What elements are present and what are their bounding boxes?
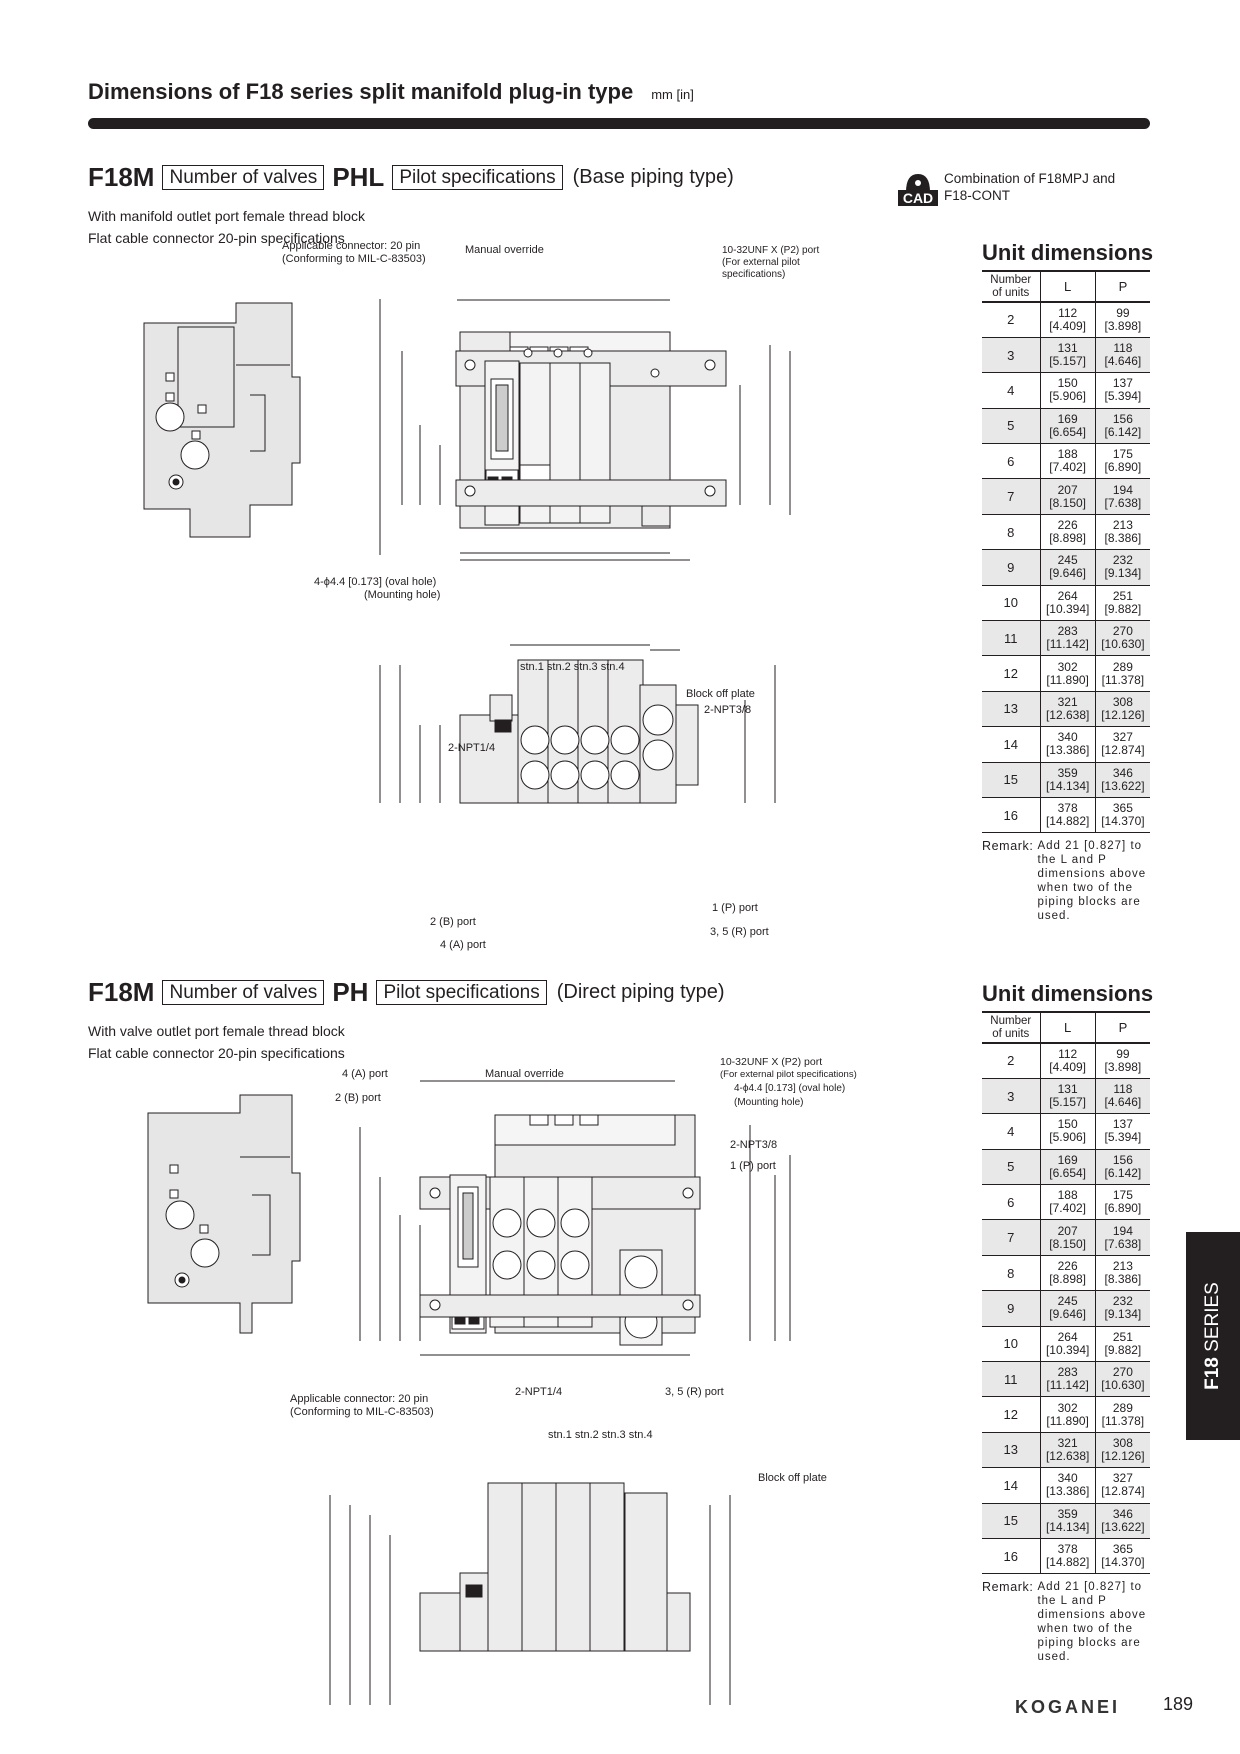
section2-line-1: With valve outlet port female thread block <box>88 1023 345 1039</box>
s1-connector-label: Applicable connector: 20 pin <box>282 240 421 252</box>
table-row <box>982 514 1150 549</box>
cell-units: 5 <box>982 1149 1040 1184</box>
cell-units: 7 <box>982 1220 1040 1255</box>
cell-l: 302 [11.890] <box>1040 656 1095 691</box>
table-row <box>982 1468 1150 1503</box>
section1-type: (Base piping type) <box>572 166 734 188</box>
remark-label: Remark: <box>982 839 1034 854</box>
cell-p: 270 [10.630] <box>1095 1362 1150 1397</box>
cell-p: 194 [7.638] <box>1095 479 1150 514</box>
unit-table-body <box>982 1043 1150 1574</box>
cell-p: 118 [4.646] <box>1095 337 1150 372</box>
table-row <box>982 337 1150 372</box>
series-side-tab <box>1186 1232 1240 1440</box>
table-row <box>982 302 1150 337</box>
cell-p: 137 [5.394] <box>1095 373 1150 408</box>
cad-badge-label: CAD <box>902 190 934 206</box>
cell-p: 346 [13.622] <box>1095 762 1150 797</box>
col-header-l: L <box>1040 271 1095 302</box>
s1-mount-hole-1: 4-ϕ4.4 [0.173] (oval hole) <box>314 576 437 588</box>
cell-l: 321 [12.638] <box>1040 1432 1095 1467</box>
s1-block-off-plate: Block off plate <box>686 688 755 700</box>
table-row <box>982 727 1150 762</box>
remark-text: Add 21 [0.827] to the L and P dimensions above when two of the piping blocks are used. <box>1037 1581 1147 1664</box>
s1-manual-override: Manual override <box>465 244 544 256</box>
cell-p: 156 [6.142] <box>1095 408 1150 443</box>
table-header-row <box>982 271 1150 302</box>
s2-a-port: 4 (A) port <box>342 1068 388 1080</box>
cell-units: 14 <box>982 1468 1040 1503</box>
col-header-p: P <box>1095 271 1150 302</box>
cell-l: 283 [11.142] <box>1040 1362 1095 1397</box>
s2-pilot-port-1: 10-32UNF X (P2) port <box>720 1056 823 1068</box>
section2-type: (Direct piping type) <box>556 981 725 1003</box>
table-row <box>982 1432 1150 1467</box>
cell-l: 359 [14.134] <box>1040 762 1095 797</box>
s1-npt14: 2-NPT1/4 <box>448 742 496 754</box>
table-row <box>982 1185 1150 1220</box>
table-row <box>982 691 1150 726</box>
cell-units: 10 <box>982 1326 1040 1361</box>
table-row <box>982 1362 1150 1397</box>
cell-units: 14 <box>982 727 1040 762</box>
cell-p: 289 [11.378] <box>1095 1397 1150 1432</box>
table-row <box>982 1149 1150 1184</box>
unit-dimensions-title: Unit dimensions <box>982 981 1154 1006</box>
s1-connector-label-2: (Conforming to MIL-C-83503) <box>282 253 426 265</box>
cell-p: 99 [3.898] <box>1095 302 1150 337</box>
cell-units: 6 <box>982 444 1040 479</box>
cell-p: 327 [12.874] <box>1095 727 1150 762</box>
cell-l: 283 [11.142] <box>1040 621 1095 656</box>
s1-npt38: 2-NPT3/8 <box>704 704 752 716</box>
section2-mid-code: PH <box>332 977 369 1007</box>
table-row <box>982 762 1150 797</box>
cell-p: 289 [11.378] <box>1095 656 1150 691</box>
cell-units: 12 <box>982 1397 1040 1432</box>
s2-mount-hole-1: 4-ϕ4.4 [0.173] (oval hole) <box>734 1083 846 1094</box>
s1-stations: stn.1 stn.2 stn.3 stn.4 <box>520 661 625 673</box>
cell-units: 5 <box>982 408 1040 443</box>
cell-l: 169 [6.654] <box>1040 1149 1095 1184</box>
table-row <box>982 1397 1150 1432</box>
s2-r-port: 3, 5 (R) port <box>665 1386 724 1398</box>
cell-l: 207 [8.150] <box>1040 479 1095 514</box>
cell-p: 365 [14.370] <box>1095 797 1150 832</box>
brand-logo: KOGANEI <box>1015 1697 1121 1717</box>
cell-l: 188 [7.402] <box>1040 1185 1095 1220</box>
side-tab-bold: F18 <box>1202 1357 1223 1390</box>
cell-l: 112 [4.409] <box>1040 1043 1095 1078</box>
cell-p: 232 [9.134] <box>1095 550 1150 585</box>
page-title <box>88 79 694 105</box>
s2-mount-hole-2: (Mounting hole) <box>734 1097 804 1108</box>
table-row <box>982 1043 1150 1078</box>
cell-p: 175 [6.890] <box>1095 1185 1150 1220</box>
s2-connector-label-2: (Conforming to MIL-C-83503) <box>290 1406 434 1418</box>
s2-connector-label: Applicable connector: 20 pin <box>290 1393 429 1405</box>
remark-label: Remark: <box>982 1580 1034 1595</box>
table-row <box>982 1503 1150 1538</box>
cell-units: 8 <box>982 514 1040 549</box>
cell-units: 9 <box>982 1291 1040 1326</box>
table-row <box>982 1255 1150 1290</box>
cell-l: 264 [10.394] <box>1040 1326 1095 1361</box>
unit-dimensions-panel-2 <box>982 981 1154 1664</box>
cad-text <box>944 170 1115 206</box>
cell-l: 169 [6.654] <box>1040 408 1095 443</box>
section1-model-code: F18M <box>88 162 155 192</box>
cell-units: 2 <box>982 1043 1040 1078</box>
cell-units: 16 <box>982 1538 1040 1573</box>
cell-units: 4 <box>982 373 1040 408</box>
table-row <box>982 1326 1150 1361</box>
cell-p: 156 [6.142] <box>1095 1149 1150 1184</box>
table-row <box>982 1078 1150 1113</box>
cell-l: 321 [12.638] <box>1040 691 1095 726</box>
s2-stations: stn.1 stn.2 stn.3 stn.4 <box>548 1429 653 1441</box>
section2-model-heading <box>88 977 725 1008</box>
table-row <box>982 1291 1150 1326</box>
section2-description <box>88 1020 345 1064</box>
section1-line-2: Flat cable connector 20-pin specifications <box>88 230 345 246</box>
cad-text-2: F18-CONT <box>944 188 1011 203</box>
side-tab-rest: SERIES <box>1202 1282 1223 1358</box>
cell-p: 213 [8.386] <box>1095 1255 1150 1290</box>
table-row <box>982 373 1150 408</box>
cell-p: 327 [12.874] <box>1095 1468 1150 1503</box>
unit-dimensions-table <box>982 270 1150 833</box>
table-header-row <box>982 1012 1150 1043</box>
table-row <box>982 1114 1150 1149</box>
unit-table-body <box>982 302 1150 833</box>
col-header-units: Number of units <box>982 1012 1040 1043</box>
s2-npt14: 2-NPT1/4 <box>515 1386 563 1398</box>
cell-units: 3 <box>982 1078 1040 1113</box>
cell-l: 359 [14.134] <box>1040 1503 1095 1538</box>
cell-l: 378 [14.882] <box>1040 1538 1095 1573</box>
s2-npt38: 2-NPT3/8 <box>730 1139 778 1151</box>
cell-l: 245 [9.646] <box>1040 1291 1095 1326</box>
cell-l: 245 [9.646] <box>1040 550 1095 585</box>
s1-pilot-port-3: specifications) <box>722 269 786 280</box>
cell-p: 346 [13.622] <box>1095 1503 1150 1538</box>
cell-units: 13 <box>982 1432 1040 1467</box>
cell-units: 6 <box>982 1185 1040 1220</box>
remark-text: Add 21 [0.827] to the L and P dimensions above when two of the piping blocks are used. <box>1037 840 1147 923</box>
cell-units: 10 <box>982 585 1040 620</box>
cell-l: 207 [8.150] <box>1040 1220 1095 1255</box>
s1-pilot-port-2: (For external pilot <box>722 257 800 268</box>
cell-l: 150 [5.906] <box>1040 1114 1095 1149</box>
remark <box>982 839 1150 923</box>
cell-units: 8 <box>982 1255 1040 1290</box>
cell-l: 340 [13.386] <box>1040 727 1095 762</box>
unit-dimensions-panel-1 <box>982 240 1154 923</box>
remark <box>982 1580 1150 1664</box>
cell-p: 365 [14.370] <box>1095 1538 1150 1573</box>
s2-b-port: 2 (B) port <box>335 1092 381 1104</box>
table-row <box>982 621 1150 656</box>
col-header-units: Number of units <box>982 271 1040 302</box>
cell-p: 308 [12.126] <box>1095 1432 1150 1467</box>
cell-units: 12 <box>982 656 1040 691</box>
cell-p: 251 [9.882] <box>1095 585 1150 620</box>
cell-p: 232 [9.134] <box>1095 1291 1150 1326</box>
cell-p: 194 [7.638] <box>1095 1220 1150 1255</box>
section1-pilot-spec-box: Pilot specifications <box>392 165 562 190</box>
cell-units: 2 <box>982 302 1040 337</box>
section2-number-of-valves-box: Number of valves <box>162 980 324 1005</box>
cell-l: 226 [8.898] <box>1040 514 1095 549</box>
section2-model-code: F18M <box>88 977 155 1007</box>
title-rule <box>88 118 1150 129</box>
page-number: 189 <box>1163 1694 1194 1714</box>
page-title-text: Dimensions of F18 series split manifold plug-in type <box>88 79 634 104</box>
cell-p: 308 [12.126] <box>1095 691 1150 726</box>
cell-l: 226 [8.898] <box>1040 1255 1095 1290</box>
s2-manual-override: Manual override <box>485 1068 564 1080</box>
unit-dimensions-table <box>982 1011 1150 1574</box>
cell-units: 4 <box>982 1114 1040 1149</box>
cell-p: 99 [3.898] <box>1095 1043 1150 1078</box>
cell-p: 175 [6.890] <box>1095 444 1150 479</box>
cell-p: 270 [10.630] <box>1095 621 1150 656</box>
unit-dimensions-title: Unit dimensions <box>982 240 1154 265</box>
cell-l: 340 [13.386] <box>1040 1468 1095 1503</box>
s1-pilot-port-1: 10-32UNF X (P2) port <box>722 245 820 256</box>
table-row <box>982 550 1150 585</box>
section2-line-2: Flat cable connector 20-pin specifications <box>88 1045 345 1061</box>
s1-a-port: 4 (A) port <box>440 939 486 951</box>
cell-l: 131 [5.157] <box>1040 337 1095 372</box>
cell-l: 264 [10.394] <box>1040 585 1095 620</box>
cell-l: 378 [14.882] <box>1040 797 1095 832</box>
cell-p: 118 [4.646] <box>1095 1078 1150 1113</box>
cell-units: 11 <box>982 1362 1040 1397</box>
table-row <box>982 479 1150 514</box>
page-title-unit: mm [in] <box>651 87 694 102</box>
s2-pilot-port-2: (For external pilot specifications) <box>720 1069 857 1080</box>
table-row <box>982 656 1150 691</box>
cell-p: 137 [5.394] <box>1095 1114 1150 1149</box>
s1-p-port: 1 (P) port <box>712 902 758 914</box>
section2-drawing <box>130 1056 980 1705</box>
s1-mount-hole-2: (Mounting hole) <box>364 589 441 601</box>
cell-l: 131 [5.157] <box>1040 1078 1095 1113</box>
table-row <box>982 408 1150 443</box>
cad-note <box>898 170 1115 206</box>
cell-units: 9 <box>982 550 1040 585</box>
cad-text-1: Combination of F18MPJ and <box>944 171 1116 186</box>
cell-l: 112 [4.409] <box>1040 302 1095 337</box>
cell-units: 7 <box>982 479 1040 514</box>
section1-number-of-valves-box: Number of valves <box>162 165 324 190</box>
col-header-p: P <box>1095 1012 1150 1043</box>
cell-l: 188 [7.402] <box>1040 444 1095 479</box>
table-row <box>982 444 1150 479</box>
s1-r-port: 3, 5 (R) port <box>710 926 769 938</box>
cell-units: 3 <box>982 337 1040 372</box>
s1-b-port: 2 (B) port <box>430 916 476 928</box>
table-row <box>982 1538 1150 1573</box>
section1-line-1: With manifold outlet port female thread block <box>88 208 366 224</box>
table-row <box>982 585 1150 620</box>
section1-model-heading <box>88 162 734 193</box>
cell-units: 15 <box>982 1503 1040 1538</box>
cell-l: 150 [5.906] <box>1040 373 1095 408</box>
table-row <box>982 797 1150 832</box>
cell-units: 16 <box>982 797 1040 832</box>
cad-icon <box>898 170 938 206</box>
section2-pilot-spec-box: Pilot specifications <box>376 980 546 1005</box>
col-header-l: L <box>1040 1012 1095 1043</box>
s2-p-port: 1 (P) port <box>730 1160 776 1172</box>
cell-p: 213 [8.386] <box>1095 514 1150 549</box>
cell-units: 13 <box>982 691 1040 726</box>
section1-mid-code: PHL <box>332 162 385 192</box>
table-row <box>982 1220 1150 1255</box>
s2-block-off-plate: Block off plate <box>758 1472 827 1484</box>
cell-l: 302 [11.890] <box>1040 1397 1095 1432</box>
cell-p: 251 [9.882] <box>1095 1326 1150 1361</box>
cell-units: 15 <box>982 762 1040 797</box>
cell-units: 11 <box>982 621 1040 656</box>
section1-drawing <box>130 240 980 975</box>
